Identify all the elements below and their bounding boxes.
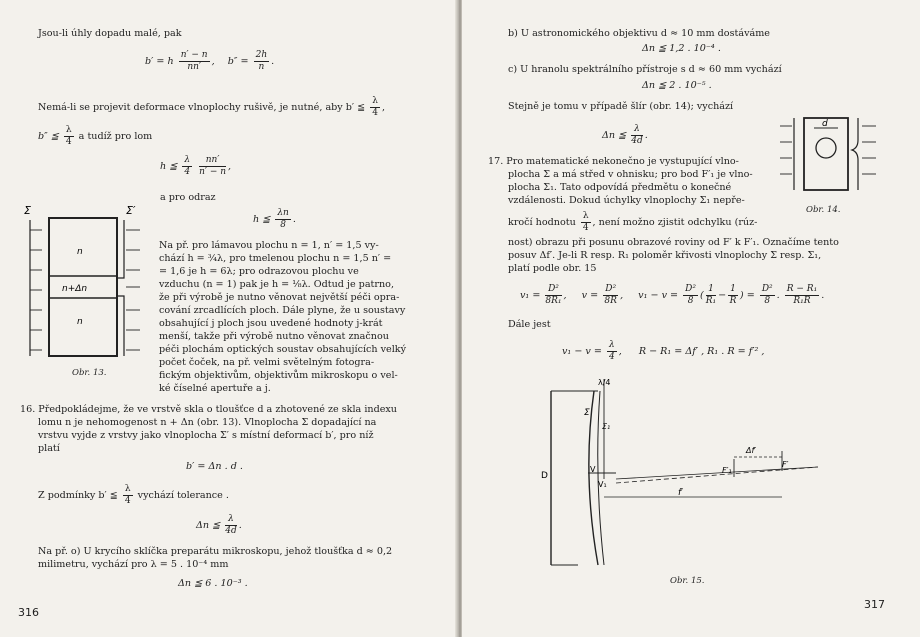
text-line: menší, takže při výrobě nutno věnovat značnou [159,331,389,342]
text-line: = 1,6 je h = 6λ; pro odrazovou plochu ve [159,266,359,277]
fraction [607,340,617,363]
figure-13 [22,200,150,362]
fraction [545,284,561,307]
fraction [254,50,270,73]
numerator: λ [184,155,191,165]
denominator: 4 [372,108,378,118]
eq-text: h ≦ [253,214,271,225]
text-span: Nemá-li se projevit deformace vlnoplochy rušivě, je nutné, aby b′ ≦ [38,102,366,113]
denominator: nn′ [187,62,201,72]
text-span: vychází tolerance . [137,490,229,501]
eq-text: v₁ − v = [562,346,602,357]
eq-text: v = [581,290,599,301]
fraction [199,155,226,178]
text-line: fickým objektivům, objektivům mikroskopu o vel- [159,370,398,381]
text-line: vzduchu (n = 1) pak je h = ⅛λ. Odtud je patrno, [159,279,394,290]
fraction [370,96,380,119]
fraction [179,50,210,73]
denominator: 4 [65,137,72,147]
denominator: 8 [280,220,286,230]
page-316 [0,0,458,637]
text-span: a tudíž pro lom [78,131,153,142]
denominator: n [258,62,265,72]
eq-text: = [746,290,755,301]
equation-b-dn: b′ = Δn . d . [186,461,243,472]
numerator: λ [608,340,615,350]
text-line: péči plochám optických soustav obsahujících velký [159,344,407,355]
text-span: , není možno zjistit odchylku (rúz- [592,217,758,228]
denominator: 8R [604,296,617,306]
numerator: λ [582,211,589,221]
equation-v: v₁ = $\frac{\text{D²}}{\text{8R₁}}$ , v = $\frac{\text{D²}}{8R}$ , v₁ − v = $\frac{\text{D²}}{8}$ ( $\frac{1}{\text{R₁}}$ − $\frac{1}{R}$ ) = $\frac{\text{D²}}{8}$ . $\frac{\text{R − R₁}}{\text{R₁R}}$ . [520,284,825,306]
sigma-prime-label: Σ′ [126,204,136,217]
equation-tolerance: Δn ≦ $\frac{\lambda}{4d}$ . [196,514,242,536]
figure-14 [780,112,892,200]
numerator: λ [372,96,378,106]
equation-b-prime: b′ = h $\frac{n' - n}{nn'}$ , b″ = $\frac{2h}{n}$ . [145,50,275,72]
fraction [760,284,775,307]
denominator: 8R₁ [545,296,562,306]
v1-label: V₁ [598,480,607,489]
numerator: R − R₁ [786,284,818,294]
denominator: R₁R [793,296,811,306]
f-label: F′ [782,460,789,469]
eq-text: R − R₁ = Δf′ , R₁ . R = f′² , [638,346,765,357]
text-line: cování zrcadlících ploch. Dále plyne, že u soustavy [159,305,406,316]
eq-text: Δn ≦ [602,130,627,141]
text-line: milimetru, vychází pro λ = 5 . 10⁻⁴ mm [38,559,229,570]
text-line [38,484,229,507]
figure-13-caption: Obr. 13. [72,368,107,378]
equation-h-odraz: h ≦ $\frac{\lambda n}{8}$ . [253,208,296,230]
layer-label: n [77,247,83,257]
eq-text: Δn ≦ [196,520,221,531]
equation-schlieren: Δn ≦ $\frac{\lambda}{4d}$ . [602,124,648,146]
numerator: D² [761,284,773,294]
denominator: 4d [225,526,237,536]
text-line: Na př. o) U krycího sklíčka preparátu mikroskopu, jehož tloušťka d ≈ 0,2 [38,546,393,557]
text-line: Nemá-li se projevit deformace vlnoplochy rušivě, je nutné, aby b′ ≦ $\frac{\lambda}{4}$ , [38,96,386,118]
figure-14-caption: Obr. 14. [806,205,841,215]
text-line: vzdálenosti. Dokud úchylky vlnoplochy Σ₁ nepře- [508,195,745,206]
equation: Δn ≦ 2 . 10⁻⁵ . [642,80,712,91]
equation: Δn ≦ 1,2 . 10⁻⁴ . [642,43,721,54]
text-line: a pro odraz [160,192,216,203]
denominator: n′ − n [199,167,227,177]
eq-text: b″ ≦ [38,131,59,142]
text-line: 17. Pro matematické nekonečno je vystupující vlno- [488,156,739,167]
text-line: 16. Předpokládejme, že ve vrstvě skla o tloušťce d a zhotovené ze skla indexu [20,404,397,415]
fraction [728,284,738,307]
fraction [182,155,192,178]
equation-dale: v₁ − v = $\frac{\lambda}{4}$ , R − R₁ = Δf′ , R₁ . R = f′² , [562,340,765,362]
denominator: R [729,296,737,306]
numerator: λ [65,125,72,135]
text-line: posuv Δf′. Je-li R resp. R₁ poloměr křivosti vlnoplochy Σ resp. Σ₁, [508,250,822,261]
fraction [785,284,819,307]
fraction [225,514,237,537]
fraction [581,211,591,234]
lambda4-label: λ/4 [598,378,611,387]
equation-h-lom: h ≦ $\frac{\lambda}{4}$ $\frac{nn'}{n' - n}$ , [160,155,232,177]
numerator: nn′ [199,155,226,167]
page-number: 317 [864,598,885,611]
text-line [38,125,152,148]
text-line [508,211,757,234]
numerator: λ [225,514,237,526]
f1-label: F′₁ [722,466,732,475]
numerator: λ [124,484,131,494]
equation-result: Δn ≦ 6 . 10⁻³ . [178,578,248,589]
text-line: Dále jest [508,319,551,330]
eq-text: h ≦ [160,161,178,172]
sigma1-label: Σ₁ [602,422,611,431]
D-label: D [541,471,548,481]
numerator: 1 [730,284,736,294]
sigma-label: Σ [24,204,31,217]
text-line: platí [38,443,60,454]
denominator: 8 [687,296,694,306]
numerator: n′ − n [180,50,208,60]
eq-text: b″ = [227,56,249,67]
numerator: 1 [706,284,716,296]
eq-text: v₁ − v = [638,290,679,301]
sigma-label: Σ [584,408,590,418]
text-line: chází h = ¾λ, pro tmelenou plochu n = 1,5 n′ = [159,253,392,264]
figure-15-caption: Obr. 15. [670,576,705,586]
v-label: V [590,465,596,474]
fraction [631,124,643,147]
denominator: 4 [608,352,615,362]
text-line: obsahující j ploch jsou uvedené hodnoty j-krát [159,318,383,329]
denominator: R₁ [705,296,717,306]
text-line: c) U hranolu spektrálního přístroje s d ≈ 60 mm vychází [508,64,782,75]
text-line: že při výrobě je nutno věnovat největší péči opra- [159,292,400,303]
text-line: Jsou-li úhly dopadu malé, pak [38,28,182,39]
fraction [683,284,698,307]
denominator: 4 [184,167,191,177]
layer-label: n [77,317,83,327]
text-line: plocha Σ a má střed v ohnisku; pro bod F′₁ je vlno- [508,169,753,180]
fraction [275,208,291,231]
text-line: počet čoček, na př. velmi světelným fotogra- [159,357,375,368]
numerator: D² [605,284,617,294]
text-line: Na př. pro lámavou plochu n = 1, n′ = 1,5 vy- [159,240,379,251]
denominator: 4 [124,496,131,506]
eq-text: b′ = h [145,56,174,67]
focal-length-label: f′ [678,488,684,498]
denominator: 8 [764,296,771,306]
numerator: D² [685,284,696,294]
fraction [64,125,74,148]
text-span: Z podmínky b′ ≦ [38,490,118,501]
page-317 [462,0,920,637]
figure-15 [538,375,828,575]
fraction [123,484,133,507]
eq-text: v₁ = [520,290,541,301]
text-line: b) U astronomického objektivu d ≈ 10 mm dostáváme [508,28,770,39]
text-span: kročí hodnotu [508,217,576,228]
text-line: lomu n je nehomogenost n + Δn (obr. 13). Vlnoplocha Σ dopadající na [38,417,377,428]
numerator: λ [631,124,643,136]
page-number: 316 [18,606,39,619]
text-line: vrstvu vyjde z vrstvy jako vlnoplocha Σ′ s místní deformací b′, pro níž [38,430,374,441]
label-d: d [822,119,828,129]
denominator: 4 [582,223,589,233]
numerator: λn [277,208,289,218]
layer-label: n+Δn [62,284,88,294]
text-line: platí podle obr. 15 [508,263,597,274]
text-line: plocha Σ₁. Tato odpovídá předmětu o konečné [508,182,732,193]
text-line: ké číselné apertuře a j. [159,383,271,394]
numerator: D² [545,284,561,296]
denominator: 4d [631,136,643,146]
text-line: Stejně je tomu v případě šlír (obr. 14); vychází [508,101,734,112]
fraction [603,284,618,307]
delta-f-label: Δf′ [746,446,757,455]
numerator: 2h [255,50,268,60]
fraction [706,284,716,307]
text-line: nost) obrazu při posunu obrazové roviny od F′ k F′₁. Označíme tento [508,237,839,248]
